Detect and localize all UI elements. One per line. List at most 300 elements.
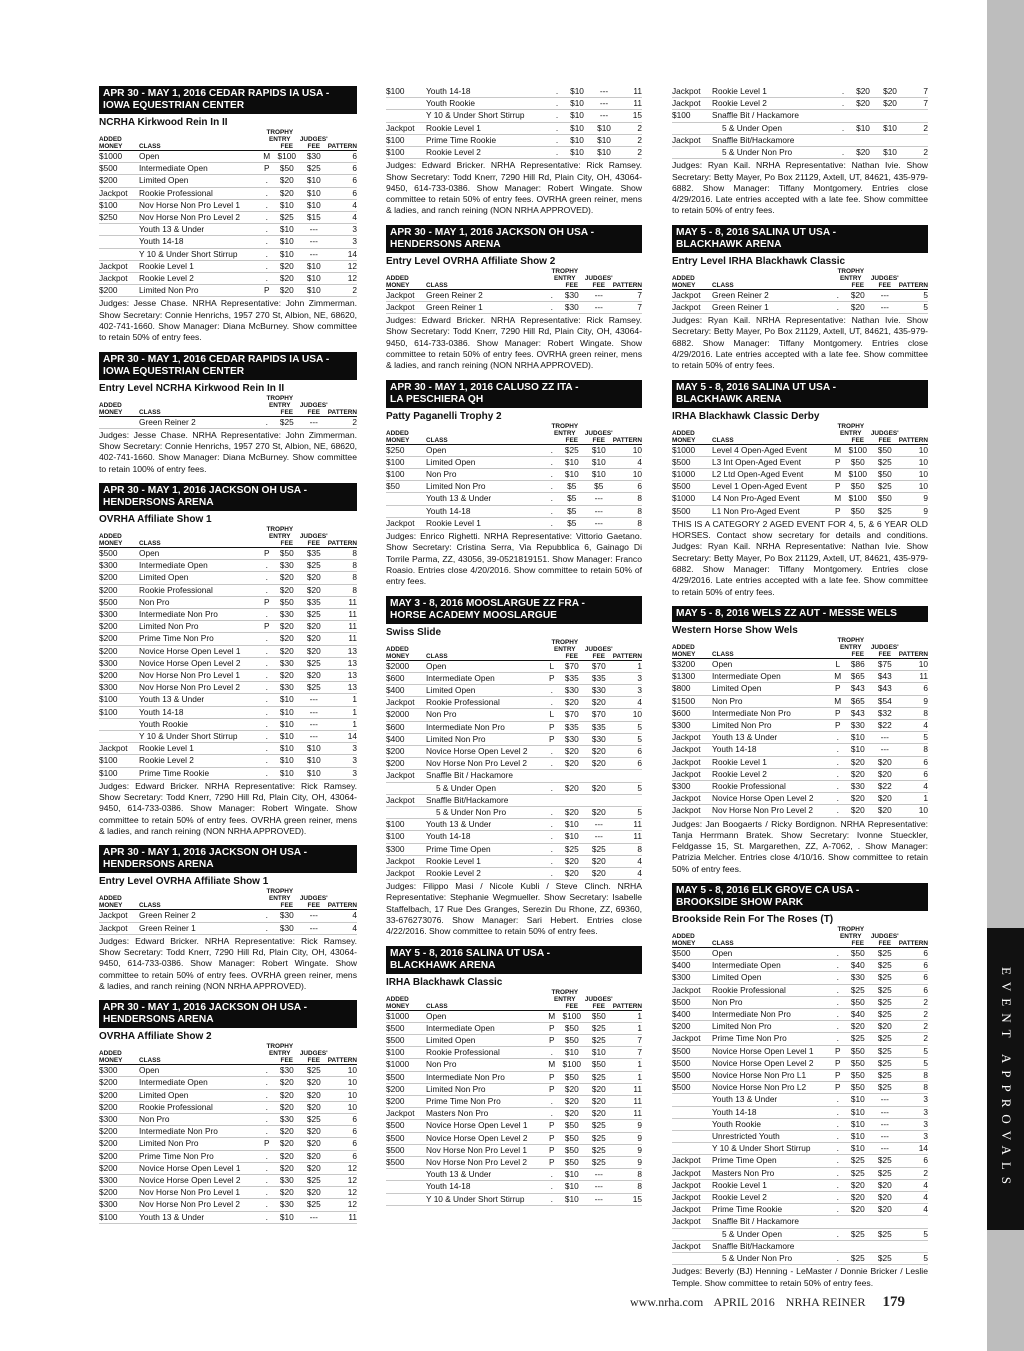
class-name: Limited Non Pro (139, 285, 260, 297)
col-judges: JUDGES' (299, 895, 328, 903)
pattern: 7 (613, 1047, 642, 1059)
pattern: 8 (613, 493, 642, 505)
col-class: CLASS (139, 409, 260, 417)
entry-fee: $25 (845, 1033, 871, 1045)
class-table (672, 926, 928, 1265)
class-row (672, 1216, 928, 1228)
entry-fee: $10 (559, 831, 585, 843)
pattern: 4 (328, 199, 357, 211)
added-money: $500 (386, 1035, 426, 1047)
event-section (672, 883, 928, 1289)
class-row (672, 1009, 928, 1021)
judges-fee: $25 (585, 1144, 613, 1156)
pattern: 6 (899, 756, 928, 768)
event-header-line: APR 30 - MAY 1, 2016 JACKSON OH USA - (103, 847, 308, 859)
class-row (386, 1010, 642, 1022)
entry-fee: $25 (845, 984, 871, 996)
class-table (99, 888, 357, 934)
event-header-line: IOWA EQUESTRIAN CENTER (103, 100, 245, 111)
class-name: Level 4 Open-Aged Event (712, 444, 831, 456)
col-judges-fee: FEE (585, 437, 613, 445)
entry-fee: $20 (845, 1179, 871, 1191)
entry-fee: $30 (845, 719, 871, 731)
added-money (672, 1253, 712, 1265)
class-name: Green Reiner 1 (712, 301, 831, 313)
class-row (672, 1131, 928, 1143)
class-row (386, 1157, 642, 1169)
class-row (386, 517, 642, 529)
col-class: CLASS (139, 143, 260, 151)
trophy: P (545, 1132, 559, 1144)
event-section (386, 86, 642, 217)
class-name: Limited Open (426, 1035, 545, 1047)
col-entry: ENTRY (840, 933, 862, 941)
class-row (386, 1108, 642, 1120)
trophy: P (545, 721, 559, 733)
entry-fee: $50 (845, 481, 871, 493)
added-money: Jackpot (672, 134, 712, 146)
judges-fee: $20 (871, 1204, 899, 1216)
entry-fee: $50 (559, 1132, 585, 1144)
judges-fee: --- (871, 1131, 899, 1143)
col-judges-fee: FEE (871, 437, 899, 445)
judges-fee: $25 (871, 1070, 899, 1082)
class-row (99, 657, 357, 669)
judges-fee: $20 (871, 805, 899, 817)
class-row (386, 1035, 642, 1047)
event-header-line: APR 30 - MAY 1, 2016 CALUSO ZZ ITA - (390, 381, 579, 393)
col-trophy: TROPHY (266, 526, 294, 534)
class-row (386, 782, 642, 794)
class-row (386, 672, 642, 684)
trophy: . (260, 1175, 274, 1187)
entry-fee: $30 (559, 684, 585, 696)
judges-fee: --- (871, 732, 899, 744)
judges-fee: $20 (585, 1096, 613, 1108)
pattern: 1 (613, 660, 642, 672)
pattern (613, 794, 642, 806)
judges-fee: --- (300, 416, 328, 428)
added-money: $100 (386, 134, 426, 146)
entry-fee: $20 (274, 1187, 300, 1199)
col-money: MONEY (99, 902, 139, 910)
added-money: Jackpot (672, 768, 712, 780)
judges-fee: $25 (585, 1071, 613, 1083)
col-fee: FEE (274, 1057, 300, 1065)
entry-fee: $20 (559, 855, 585, 867)
trophy: M (831, 695, 845, 707)
event-details: Judges: Ryan Kail. NRHA Representative: Nathan Ivie. Show Secretary: Betty Mayer, Po Box 21129, Axtell, UT, 84621, 435-979-6882. Show Manager: Tiffany Montgomery. Entries close 4/29/2016. Late entries accepted with a late fee. Show committee to retain 50% of entry fees. (672, 160, 928, 216)
added-money: Jackpot (672, 984, 712, 996)
pattern: 3 (899, 1106, 928, 1118)
entry-fee: $20 (559, 697, 585, 709)
judges-fee: $20 (300, 1077, 328, 1089)
pattern: 6 (328, 1150, 357, 1162)
show-name: IRHA Blackhawk Classic Derby (672, 410, 820, 422)
footer-url[interactable]: www.nrha.com (630, 1295, 704, 1309)
pattern: 3 (613, 684, 642, 696)
entry-fee: $20 (559, 1083, 585, 1095)
class-name: Green Reiner 1 (426, 301, 545, 313)
class-row (672, 744, 928, 756)
class-name: Green Reiner 1 (139, 922, 260, 934)
class-row (99, 548, 357, 560)
judges-fee: $25 (871, 972, 899, 984)
added-money: $200 (99, 584, 139, 596)
pattern: 4 (899, 1204, 928, 1216)
col-fee: FEE (274, 143, 300, 151)
class-row (386, 1144, 642, 1156)
class-name: Green Reiner 2 (139, 910, 260, 922)
added-money: Jackpot (672, 1167, 712, 1179)
pattern: 9 (899, 493, 928, 505)
judges-fee: $10 (876, 122, 904, 134)
trophy: . (831, 1094, 845, 1106)
class-row (386, 301, 642, 313)
class-name: Rookie Level 2 (139, 273, 260, 285)
trophy (836, 110, 850, 122)
class-row (672, 1021, 928, 1033)
trophy: . (260, 187, 274, 199)
class-name: L4 Non Pro-Aged Event (712, 493, 831, 505)
added-money: $200 (99, 572, 139, 584)
trophy: . (831, 1118, 845, 1130)
col-fee: FEE (845, 940, 871, 948)
class-row (386, 1071, 642, 1083)
class-row (386, 493, 642, 505)
pattern: 11 (328, 596, 357, 608)
class-name: Youth Rookie (139, 718, 260, 730)
pattern: 6 (899, 768, 928, 780)
added-money: Jackpot (386, 855, 426, 867)
event-details: Judges: Edward Bricker. NRHA Representative: Rick Ramsey. Show Secretary: Todd Knerr, 7290 Hill Rd, Plain City, OH, 43064-9450, 614-733-0386. Show Manager: Robert Wingate. Show committee to retain 50% of entry fees. OVRHA green reiner, mens & ladies, and ranch reining (NON NRHA APPROVED). (386, 160, 642, 216)
trophy: . (260, 718, 274, 730)
col-added: ADDED (386, 274, 409, 282)
pattern: 6 (328, 187, 357, 199)
class-row (672, 972, 928, 984)
event-header-line: HENDERSONS ARENA (103, 1014, 214, 1026)
col-money: MONEY (386, 653, 426, 661)
col-money: MONEY (386, 437, 426, 445)
entry-fee: $25 (845, 1155, 871, 1167)
entry-fee: $20 (845, 756, 871, 768)
col-trophy: TROPHY (837, 422, 865, 430)
judges-fee: $50 (871, 493, 899, 505)
class-name: Novice Horse Open Level 1 (139, 1162, 260, 1174)
class-name: Rookie Level 2 (712, 98, 836, 110)
judges-fee: $20 (585, 855, 613, 867)
added-money: $100 (386, 456, 426, 468)
class-row (99, 743, 357, 755)
class-row (99, 285, 357, 297)
trophy: . (260, 609, 274, 621)
event-section (99, 1000, 357, 1224)
event-details: Judges: Enrico Righetti. NRHA Representative: Vittorio Gaetano. Show Secretary: Cristina Serra, Via Repubblica 6, Gainago Di Torrile Parma, ZZ, 43056, 39-0521819151. Show Manager: Franco Roasio. Entries close 4/20/2016. Show committee to retain 50% of entry fees. (386, 531, 642, 587)
trophy: . (831, 1131, 845, 1143)
trophy: . (260, 572, 274, 584)
added-money: $200 (99, 1089, 139, 1101)
class-name: Limited Non Pro (139, 1138, 260, 1150)
col-trophy-entry (260, 129, 300, 143)
class-row (672, 984, 928, 996)
col-pattern: PATTERN (612, 652, 642, 660)
class-row (99, 645, 357, 657)
judges-fee: $10 (300, 285, 328, 297)
entry-fee: $20 (274, 285, 300, 297)
pattern (904, 134, 928, 146)
judges-fee: $20 (300, 1187, 328, 1199)
trophy: M (831, 493, 845, 505)
entry-fee: $20 (845, 289, 871, 301)
trophy: . (831, 1155, 845, 1167)
trophy: . (260, 1199, 274, 1211)
judges-fee: $25 (585, 1157, 613, 1169)
pattern: 7 (613, 289, 642, 301)
entry-fee: $30 (274, 560, 300, 572)
pattern: 11 (613, 819, 642, 831)
class-name: Limited Non Pro (712, 719, 831, 731)
event-section (99, 352, 357, 475)
trophy: . (545, 1108, 559, 1120)
trophy: . (836, 122, 850, 134)
trophy: . (260, 260, 274, 272)
pattern: 6 (613, 758, 642, 770)
trophy: . (831, 984, 845, 996)
added-money: $200 (99, 1101, 139, 1113)
added-money: $200 (99, 645, 139, 657)
class-name: Green Reiner 2 (139, 416, 260, 428)
class-name: Rookie Level 1 (139, 743, 260, 755)
judges-fee: --- (585, 819, 613, 831)
added-money: $1000 (672, 493, 712, 505)
judges-fee: $20 (300, 645, 328, 657)
trophy: . (831, 1167, 845, 1179)
judges-fee: $35 (585, 721, 613, 733)
judges-fee: $20 (300, 584, 328, 596)
class-row (672, 948, 928, 960)
col-trophy-entry (260, 1043, 300, 1057)
judges-fee (871, 1216, 899, 1228)
class-name: Youth 13 & Under (712, 1094, 831, 1106)
pattern: 3 (328, 755, 357, 767)
added-money: $100 (99, 755, 139, 767)
added-money: $1300 (672, 671, 712, 683)
judges-fee: --- (300, 910, 328, 922)
entry-fee: $5 (559, 493, 585, 505)
col-judges: JUDGES' (299, 1050, 328, 1058)
pattern: 2 (618, 147, 642, 159)
entry-fee: $20 (845, 805, 871, 817)
class-name: Rookie Level 1 (712, 756, 831, 768)
pattern: 8 (613, 843, 642, 855)
trophy: . (831, 805, 845, 817)
added-money: $500 (386, 1132, 426, 1144)
class-name: Y 10 & Under Short Stirrup (426, 1193, 545, 1205)
pattern: 1 (613, 1071, 642, 1083)
col-trophy-entry (831, 637, 871, 651)
col-pattern: PATTERN (898, 281, 928, 289)
entry-fee: $20 (274, 273, 300, 285)
class-row (672, 683, 928, 695)
class-name: Novice Horse Open Level 2 (712, 793, 831, 805)
judges-fee: $20 (585, 758, 613, 770)
pattern: 1 (328, 706, 357, 718)
event-details: Judges: Beverly (BJ) Henning - LeMaster / Donnie Bricker / Leslie Temple. Show committee to retain 50% of entry fees. (672, 1266, 928, 1288)
class-name: Prime Time Non Pro (139, 1150, 260, 1162)
added-money: $300 (99, 682, 139, 694)
class-row (672, 1228, 928, 1240)
judges-fee: $25 (871, 1082, 899, 1094)
entry-fee: $35 (559, 721, 585, 733)
event-section (672, 86, 928, 217)
added-money (672, 122, 712, 134)
entry-fee: $40 (845, 960, 871, 972)
pattern: 4 (613, 456, 642, 468)
pattern: 13 (328, 657, 357, 669)
added-money (386, 98, 426, 110)
class-row (99, 584, 357, 596)
event-header (672, 380, 928, 408)
pattern: 8 (613, 1169, 642, 1181)
trophy: P (831, 1057, 845, 1069)
added-money: Jackpot (672, 301, 712, 313)
class-row (672, 110, 928, 122)
event-details: Judges: Ryan Kail. NRHA Representative: Nathan Ivie. Show Secretary: Betty Mayer, Po Box 21129, Axtell, UT, 84621, 435-979-6882. Show Manager: Tiffany Montgomery. Entries close 4/29/2016. Late entries accepted with a late fee. Show committee to retain 50% of entry fees. (672, 315, 928, 371)
event-header (99, 1000, 357, 1028)
event-header-line: APR 30 - MAY 1, 2016 JACKSON OH USA - (390, 226, 595, 238)
entry-fee: $10 (559, 1047, 585, 1059)
trophy: L (831, 658, 845, 670)
class-row (99, 1211, 357, 1223)
judges-fee: $10 (300, 175, 328, 187)
section-tab (987, 928, 1024, 1230)
class-row (672, 1057, 928, 1069)
entry-fee: $10 (564, 147, 590, 159)
trophy (545, 794, 559, 806)
class-row (672, 1082, 928, 1094)
class-row (672, 1094, 928, 1106)
class-name: Rookie Professional (426, 697, 545, 709)
added-money: $200 (99, 175, 139, 187)
col-judges-fee: FEE (585, 653, 613, 661)
trophy: . (260, 731, 274, 743)
entry-fee: $65 (845, 671, 871, 683)
class-name: Snaffle Bit / Hackamore (712, 110, 836, 122)
pattern: 2 (904, 147, 928, 159)
added-money: $100 (386, 147, 426, 159)
judges-fee: $25 (871, 984, 899, 996)
event-header-line: MAY 5 - 8, 2016 ELK GROVE CA USA - (676, 885, 860, 897)
class-row (99, 1101, 357, 1113)
col-class: CLASS (139, 902, 260, 910)
entry-fee: $30 (559, 289, 585, 301)
pattern: 11 (613, 1108, 642, 1120)
pattern: 10 (899, 469, 928, 481)
footer-date: APRIL 2016 (713, 1295, 775, 1309)
class-name: Intermediate Non Pro (426, 721, 545, 733)
class-row (386, 758, 642, 770)
col-fee: FEE (559, 437, 585, 445)
added-money (672, 1143, 712, 1155)
class-row (386, 1181, 642, 1193)
col-trophy: TROPHY (551, 267, 579, 275)
judges-fee: $10 (585, 456, 613, 468)
show-name: OVRHA Affiliate Show 1 (99, 514, 212, 526)
col-entry: ENTRY (840, 429, 862, 437)
class-row (99, 910, 357, 922)
class-name: Rookie Professional (712, 780, 831, 792)
pattern: 5 (899, 732, 928, 744)
col-money: MONEY (99, 409, 139, 417)
judges-fee: --- (585, 505, 613, 517)
class-name: Open (139, 548, 260, 560)
class-row (672, 147, 928, 159)
added-money: $300 (99, 1114, 139, 1126)
added-money: Jackpot (672, 1216, 712, 1228)
judges-fee: $25 (871, 948, 899, 960)
entry-fee: $25 (559, 444, 585, 456)
added-money: $100 (99, 706, 139, 718)
class-name: Y 10 & Under Short Stirrup (139, 248, 260, 260)
col-judges-fee: FEE (300, 902, 328, 910)
class-name: Novice Horse Open Level 1 (426, 1120, 545, 1132)
judges-fee: $22 (871, 780, 899, 792)
class-name: Intermediate Open (712, 671, 831, 683)
class-name: Y 10 & Under Short Stirrup (139, 731, 260, 743)
entry-fee: $10 (559, 1193, 585, 1205)
added-money: Jackpot (386, 301, 426, 313)
class-row (386, 843, 642, 855)
added-money: $500 (672, 1045, 712, 1057)
event-section (672, 380, 928, 598)
event-header (672, 883, 928, 911)
class-row (386, 733, 642, 745)
trophy: M (831, 469, 845, 481)
added-money: $1000 (386, 1059, 426, 1071)
event-header-line: IOWA EQUESTRIAN CENTER (103, 365, 245, 377)
pattern: 11 (613, 1096, 642, 1108)
class-row (672, 1045, 928, 1057)
class-name: Snaffle Bit / Hackamore (426, 770, 545, 782)
added-money: $100 (386, 819, 426, 831)
class-name: Nov Horse Non Pro Level 2 (426, 758, 545, 770)
judges-fee: --- (300, 922, 328, 934)
entry-fee: $20 (274, 260, 300, 272)
pattern: 4 (613, 697, 642, 709)
col-added: ADDED (386, 645, 409, 653)
judges-fee: $10 (585, 1047, 613, 1059)
class-name: Rookie Professional (139, 584, 260, 596)
class-name: L2 Ltd Open-Aged Event (712, 469, 831, 481)
class-row (672, 289, 928, 301)
event-header-line: BLACKHAWK ARENA (390, 959, 496, 971)
col-trophy-entry (260, 526, 300, 540)
event-details: Judges: Jan Boogaerts / Ricky Bordignon. NRHA Representative: Tanja Herrmann Bratek. Show Secretary: Ivonne Stueckler, Feldgasse 15, St. Margarethen, ZZ, A-7062, . Show Manager: Patrizia Melcher. Entries close 4/10/16. Show committee to retain 50% of entry fees. (672, 818, 928, 874)
col-added: ADDED (99, 136, 122, 143)
pattern: 10 (613, 469, 642, 481)
event-section (386, 946, 642, 1206)
col-trophy-entry (545, 268, 585, 282)
col-money: MONEY (99, 540, 139, 548)
added-money: Jackpot (672, 756, 712, 768)
class-name: Prime Time Rookie (712, 1204, 831, 1216)
col-judges-fee: FEE (871, 940, 899, 948)
entry-fee: $30 (274, 922, 300, 934)
added-money: $1000 (386, 1010, 426, 1022)
class-name: Youth Rookie (426, 98, 550, 110)
class-name: Rookie Professional (426, 1047, 545, 1059)
added-money: $1000 (672, 469, 712, 481)
